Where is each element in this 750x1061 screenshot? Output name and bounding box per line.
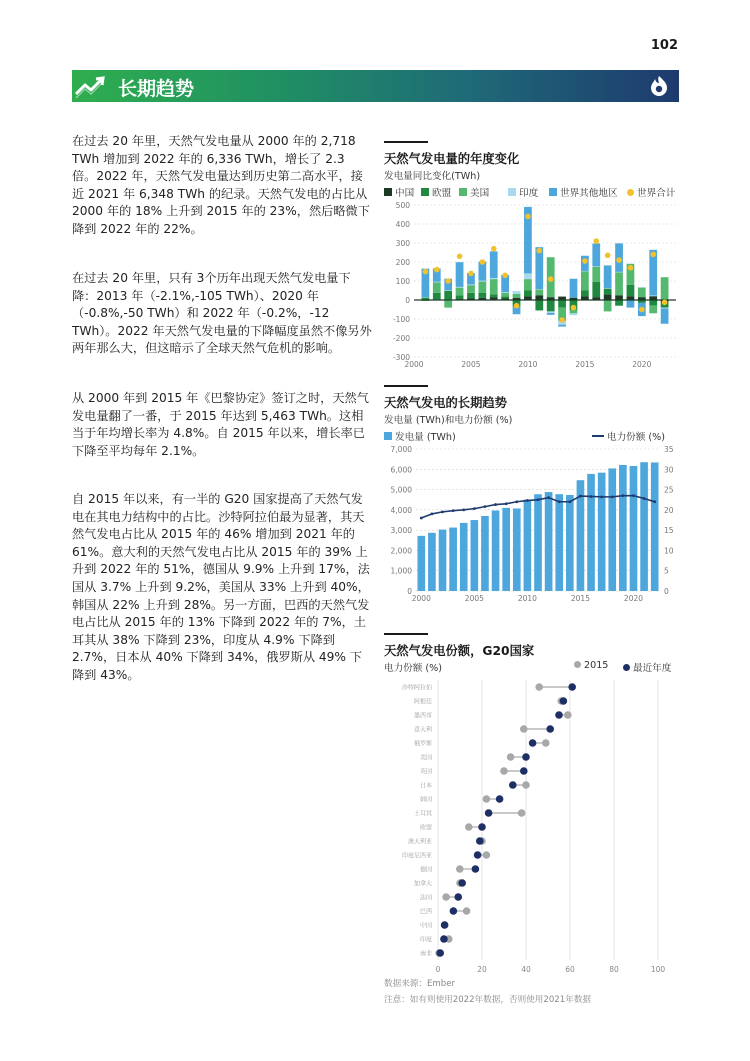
- chart-rule: [384, 633, 428, 635]
- point-2015: [518, 809, 526, 817]
- world-total-point: [423, 269, 429, 275]
- x-tick-label: 80: [609, 965, 619, 974]
- country-label: 俄罗斯: [413, 740, 432, 748]
- y-tick-label: -300: [392, 353, 410, 362]
- bar-segment: [592, 266, 600, 267]
- legend-generation: 发电量 (TWh): [384, 429, 456, 443]
- generation-bar: [439, 530, 447, 591]
- point-recent: [450, 907, 458, 915]
- chart-rule: [384, 385, 428, 387]
- legend-us: 美国: [459, 185, 489, 199]
- bar-segment: [513, 291, 521, 294]
- generation-bar: [608, 468, 616, 591]
- world-total-point: [593, 238, 599, 244]
- country-label: 意大利: [413, 726, 432, 734]
- bar-segment: [456, 295, 464, 299]
- bar-segment: [547, 300, 555, 311]
- country-label: 英国: [419, 768, 432, 776]
- y-tick-label: 6,000: [390, 465, 412, 475]
- bar-segment: [627, 300, 635, 308]
- point-2015: [520, 725, 528, 733]
- chart-title: 天然气发电份额，G20国家: [384, 644, 535, 658]
- generation-bar: [492, 511, 500, 591]
- point-recent: [546, 725, 554, 733]
- legend-share: 电力份额 (%): [592, 429, 665, 443]
- bar-segment: [649, 300, 657, 306]
- x-tick-label: 40: [521, 965, 531, 974]
- y2-tick-label: 0: [664, 587, 669, 596]
- generation-bar: [651, 462, 659, 591]
- point-recent: [485, 809, 493, 817]
- world-total-point: [605, 253, 611, 259]
- share-point: [515, 500, 518, 503]
- point-2015: [465, 823, 473, 831]
- bar-segment: [422, 298, 430, 300]
- world-total-point: [548, 276, 554, 282]
- legend-2015: 2015: [574, 660, 608, 671]
- world-total-point: [457, 254, 463, 260]
- bar-segment: [592, 267, 600, 282]
- country-label: 日本: [419, 782, 432, 790]
- y-tick-label: -200: [392, 334, 410, 343]
- bar-segment: [535, 300, 543, 310]
- paragraph-1: [72, 133, 372, 239]
- chart-rule: [384, 141, 428, 143]
- point-recent: [440, 935, 448, 943]
- bar-segment: [535, 289, 543, 290]
- generation-bar: [502, 508, 510, 591]
- share-point: [462, 508, 465, 511]
- bar-segment: [661, 309, 669, 324]
- point-2015: [564, 711, 572, 719]
- country-label: 中国: [419, 922, 432, 930]
- world-total-point: [491, 246, 497, 252]
- y-tick-label: 500: [395, 201, 410, 210]
- y2-tick-label: 25: [664, 485, 674, 495]
- world-total-point: [445, 278, 451, 284]
- legend-world-total: 世界合计: [627, 185, 675, 199]
- point-recent: [568, 683, 576, 691]
- bar-segment: [535, 295, 543, 300]
- country-label: 沙特阿拉伯: [401, 684, 432, 692]
- world-total-point: [468, 271, 474, 277]
- bar-segment: [467, 293, 475, 299]
- share-point: [526, 499, 529, 502]
- x-tick-label: 2000: [411, 594, 431, 603]
- y-tick-label: 3,000: [390, 526, 412, 536]
- point-recent: [478, 823, 486, 831]
- legend-recent: 最近年度: [623, 660, 671, 674]
- share-point: [420, 517, 423, 520]
- bar-segment: [615, 300, 623, 306]
- bar-segment: [456, 288, 464, 296]
- bar-segment: [490, 251, 498, 278]
- bar-segment: [444, 300, 452, 308]
- y-tick-label: 0: [407, 587, 412, 596]
- page-number: 102: [650, 38, 678, 53]
- bar-segment: [422, 297, 430, 298]
- point-recent: [555, 711, 563, 719]
- y2-tick-label: 15: [664, 526, 674, 536]
- share-point: [484, 505, 487, 508]
- chart-legend: [384, 185, 680, 199]
- paragraph-3-text: 从 2000 年到 2015 年《巴黎协定》签订之时，天然气发电量翻了一番，于 2015 年达到 5,463 TWh。这相当于年均增长率为 4.8%。自 2015 年以来，增长率已下降至平均每年 2.1%。: [72, 391, 369, 458]
- bar-segment: [592, 282, 600, 297]
- share-point: [632, 494, 635, 497]
- point-recent: [458, 879, 466, 887]
- paragraph-4-text: 自 2015 年以来，有一半的 G20 国家提高了天然气发电在其电力结构中的占比。沙特阿拉伯最为显著，其天然气发电占比从 2015 年的 46% 增加到 2021 年的 61%。意大利的天然气发电占比从 2015 年的 39% 上升到 2022 年的 51%，德国从 9.9% 上升到 17%，法国从 3.7% 上升到 9.2%，美国从 33% 上升到 40%，韩国从 22% 上升到 28%。另一方面，巴西的天然气发电占比从 2015 年的 13% 下降到 2022 年的 7%，土耳其从 38% 下降到 23%，印度从 4.9% 下降到 2.7%，日本从 40% 下降到 34%，俄罗斯从 49% 下降到 43%。: [72, 492, 370, 682]
- bar-segment: [627, 264, 635, 265]
- world-total-point: [582, 258, 588, 264]
- share-point: [600, 495, 603, 498]
- bar-segment: [490, 279, 498, 294]
- point-recent: [472, 865, 480, 873]
- section-banner: [72, 70, 679, 102]
- point-2015: [483, 795, 491, 803]
- generation-bar: [417, 536, 425, 591]
- bar-segment: [649, 306, 657, 314]
- y-tick-label: -100: [392, 315, 410, 324]
- y2-tick-label: 30: [664, 465, 674, 475]
- share-point: [494, 503, 497, 506]
- bar-segment: [444, 291, 452, 300]
- generation-bar: [640, 462, 648, 591]
- bar-segment: [570, 313, 578, 315]
- y-tick-label: 2,000: [390, 546, 412, 556]
- bar-segment: [604, 289, 612, 295]
- country-label: 澳大利亚: [407, 838, 432, 846]
- bar-segment: [661, 308, 669, 309]
- y2-tick-label: 10: [664, 546, 674, 556]
- x-tick-label: 2010: [518, 360, 538, 369]
- annual-change-chart: [384, 141, 680, 375]
- bar-segment: [501, 297, 509, 299]
- bar-segment: [490, 294, 498, 297]
- world-total-point: [502, 273, 508, 279]
- world-total-point: [628, 265, 634, 271]
- x-tick-label: 2005: [461, 360, 481, 369]
- chart-ylabel: 电力份额 (%): [384, 663, 443, 674]
- chart-legend: [384, 429, 680, 443]
- bar-segment: [501, 292, 509, 293]
- bar-segment: [615, 272, 623, 273]
- country-label: 巴西: [419, 908, 432, 916]
- generation-bar: [460, 523, 468, 591]
- bar-segment: [604, 294, 612, 300]
- section-title: 长期趋势: [118, 78, 195, 100]
- x-tick-label: 100: [650, 965, 666, 974]
- bar-segment: [524, 291, 532, 297]
- point-recent: [529, 739, 537, 747]
- point-2015: [507, 753, 515, 761]
- y-tick-label: 200: [395, 258, 410, 267]
- point-2015: [535, 683, 543, 691]
- bar-segment: [615, 272, 623, 295]
- legend-eu: 欧盟: [421, 185, 451, 199]
- data-note: 注意：如有则使用2022年数据，否则使用2021年数据: [384, 995, 592, 1005]
- point-recent: [441, 921, 449, 929]
- generation-bar: [513, 508, 521, 591]
- x-tick-label: 2020: [632, 360, 652, 369]
- world-total-point: [662, 299, 668, 305]
- bar-segment: [433, 282, 441, 283]
- bar-segment: [456, 262, 464, 287]
- share-point: [473, 507, 476, 510]
- bar-segment: [581, 291, 589, 297]
- world-total-point: [514, 303, 520, 309]
- generation-bar: [545, 492, 553, 591]
- x-tick-label: 20: [477, 965, 487, 974]
- country-label: 法国: [419, 894, 432, 902]
- trend-arrow-icon: [72, 70, 112, 102]
- country-label: 印度: [419, 936, 432, 944]
- generation-bar: [619, 465, 627, 591]
- country-label: 欧盟: [419, 824, 432, 832]
- legend-rest-of-world: 世界其他地区: [549, 185, 618, 199]
- source-note: 数据来源：Ember: [384, 979, 456, 989]
- y-tick-label: 7,000: [390, 445, 412, 454]
- generation-bar: [555, 494, 563, 591]
- share-point: [590, 495, 593, 498]
- world-total-point: [639, 307, 645, 313]
- y2-tick-label: 5: [664, 566, 669, 576]
- bar-segment: [524, 273, 532, 279]
- country-label: 土耳其: [413, 810, 432, 818]
- bar-segment: [604, 265, 612, 288]
- chart-title: 天然气发电的长期趋势: [384, 396, 507, 410]
- flame-logo-icon: [647, 74, 671, 98]
- bar-segment: [478, 281, 486, 282]
- world-total-point: [537, 248, 543, 254]
- y2-tick-label: 20: [664, 505, 674, 515]
- generation-bar: [481, 516, 489, 591]
- bar-segment: [558, 325, 566, 327]
- generation-bar: [428, 533, 436, 591]
- world-total-point: [650, 252, 656, 258]
- generation-bar: [630, 466, 638, 591]
- y2-tick-label: 35: [664, 445, 674, 454]
- country-label: 南非: [419, 950, 432, 958]
- y-tick-label: 1,000: [390, 566, 412, 576]
- generation-bar: [566, 495, 574, 591]
- x-tick-label: 2020: [623, 594, 644, 603]
- point-recent: [476, 837, 484, 845]
- bar-segment: [581, 272, 589, 291]
- x-tick-label: 0: [435, 965, 441, 974]
- paragraph-4: [72, 491, 372, 685]
- point-recent: [560, 697, 568, 705]
- country-label: 美国: [419, 754, 432, 762]
- share-point: [558, 500, 561, 503]
- bar-segment: [535, 290, 543, 296]
- country-label: 墨西哥: [413, 712, 432, 720]
- y-tick-label: 300: [395, 239, 410, 248]
- generation-bar: [524, 500, 532, 591]
- bar-segment: [535, 247, 543, 289]
- share-point: [643, 497, 646, 500]
- share-point: [537, 498, 540, 501]
- bar-segment: [661, 277, 669, 300]
- bar-segment: [592, 244, 600, 267]
- bar-segment: [433, 293, 441, 300]
- world-total-point: [571, 305, 577, 311]
- point-2015: [463, 907, 471, 915]
- point-2015: [542, 739, 550, 747]
- x-tick-label: 2005: [464, 594, 484, 603]
- generation-bar: [471, 520, 479, 591]
- x-tick-label: 2015: [575, 360, 595, 369]
- generation-bar: [587, 474, 595, 591]
- bar-segment: [524, 279, 532, 290]
- x-tick-label: 2015: [570, 594, 590, 603]
- bar-segment: [478, 282, 486, 293]
- point-recent: [509, 781, 517, 789]
- bar-segment: [547, 311, 555, 313]
- bar-segment: [467, 284, 475, 285]
- chart-ylabel-row: [384, 660, 680, 674]
- bar-segment: [501, 293, 509, 297]
- country-label: 加拿大: [413, 880, 432, 888]
- chart-title: 天然气发电量的年度变化: [384, 152, 520, 166]
- y-tick-label: 0: [405, 296, 410, 305]
- country-label: 印度尼西亚: [401, 852, 432, 860]
- bar-segment: [478, 293, 486, 298]
- paragraph-2: [72, 270, 372, 358]
- chart-ylabel: 发电量同比变化(TWh): [384, 171, 481, 182]
- chart-ylabel: 发电量 (TWh)和电力份额 (%): [384, 415, 513, 426]
- annual-change-plot: [384, 199, 680, 371]
- point-recent: [436, 949, 444, 957]
- world-total-point: [480, 259, 486, 265]
- long-term-trend-plot: [384, 443, 680, 611]
- point-recent: [496, 795, 504, 803]
- bar-segment: [581, 271, 589, 272]
- bar-segment: [627, 285, 635, 296]
- bar-segment: [570, 279, 578, 298]
- point-2015: [442, 893, 450, 901]
- legend-india: 印度: [508, 185, 538, 199]
- point-recent: [474, 851, 482, 859]
- point-2015: [456, 865, 464, 873]
- bar-segment: [456, 287, 464, 288]
- point-recent: [454, 893, 462, 901]
- country-label: 韩国: [419, 796, 432, 804]
- bar-segment: [615, 295, 623, 300]
- share-point: [653, 500, 656, 503]
- country-label: 阿根廷: [413, 698, 432, 706]
- share-point: [547, 496, 550, 499]
- world-total-point: [434, 267, 440, 273]
- legend-china: 中国: [384, 185, 414, 199]
- x-tick-label: 60: [565, 965, 575, 974]
- y-tick-label: 100: [395, 277, 410, 286]
- generation-bar: [534, 494, 542, 591]
- bar-segment: [433, 282, 441, 292]
- bar-segment: [649, 295, 657, 296]
- share-point: [579, 495, 582, 498]
- country-label: 德国: [419, 866, 432, 874]
- point-recent: [522, 753, 530, 761]
- world-total-point: [559, 317, 565, 323]
- paragraph-2-text: 在过去 20 年里，只有 3个历年出现天然气发电量下降：2013 年（-2.1%,-105 TWh）、2020 年（-0.8%,-50 TWh）和 2022 年（-0.2%，-12 TWh）。2022 年天然气发电量的下降幅度虽然不像另外两年那么大，但这暗示了全球天然气危机的影响。: [72, 271, 372, 356]
- generation-bar: [598, 473, 606, 591]
- share-point: [452, 509, 455, 512]
- world-total-point: [525, 214, 531, 220]
- g20-share-chart: [384, 633, 680, 984]
- point-recent: [520, 767, 528, 775]
- long-term-trend-chart: [384, 385, 680, 615]
- bar-segment: [513, 294, 521, 298]
- bar-segment: [638, 287, 646, 288]
- x-tick-label: 2010: [517, 594, 537, 603]
- share-point: [568, 500, 571, 503]
- bar-segment: [444, 290, 452, 291]
- g20-share-plot: [384, 674, 680, 980]
- generation-bar: [449, 528, 457, 591]
- point-2015: [522, 781, 530, 789]
- bar-segment: [558, 300, 566, 308]
- y-tick-label: 400: [395, 220, 410, 229]
- point-2015: [483, 851, 491, 859]
- world-total-point: [616, 257, 622, 263]
- paragraph-1-text: 在过去 20 年里，天然气发电量从 2000 年的 2,718 TWh 增加到 2022 年的 6,336 TWh，增长了 2.3 倍。2022 年，天然气发电量达到历史第二高水平，接近 2021 年 6,348 TWh 的纪录。天然气发电的占比从 2000 年的 18% 上升到 2015 年的 23%，然后略微下降到 2022 年的 22%。: [72, 134, 370, 236]
- bar-segment: [467, 285, 475, 293]
- bar-segment: [547, 313, 555, 315]
- point-2015: [500, 767, 508, 775]
- share-point: [431, 513, 434, 516]
- bar-segment: [638, 288, 646, 298]
- bar-segment: [604, 300, 612, 311]
- share-point: [621, 494, 624, 497]
- share-point: [611, 495, 614, 498]
- y-tick-label: 5,000: [390, 485, 412, 495]
- y-tick-label: 4,000: [390, 505, 412, 515]
- x-tick-label: 2000: [404, 360, 424, 369]
- share-point: [441, 510, 444, 513]
- paragraph-3: [72, 390, 372, 460]
- bar-segment: [604, 288, 612, 289]
- share-point: [505, 502, 508, 505]
- bar-segment: [490, 278, 498, 279]
